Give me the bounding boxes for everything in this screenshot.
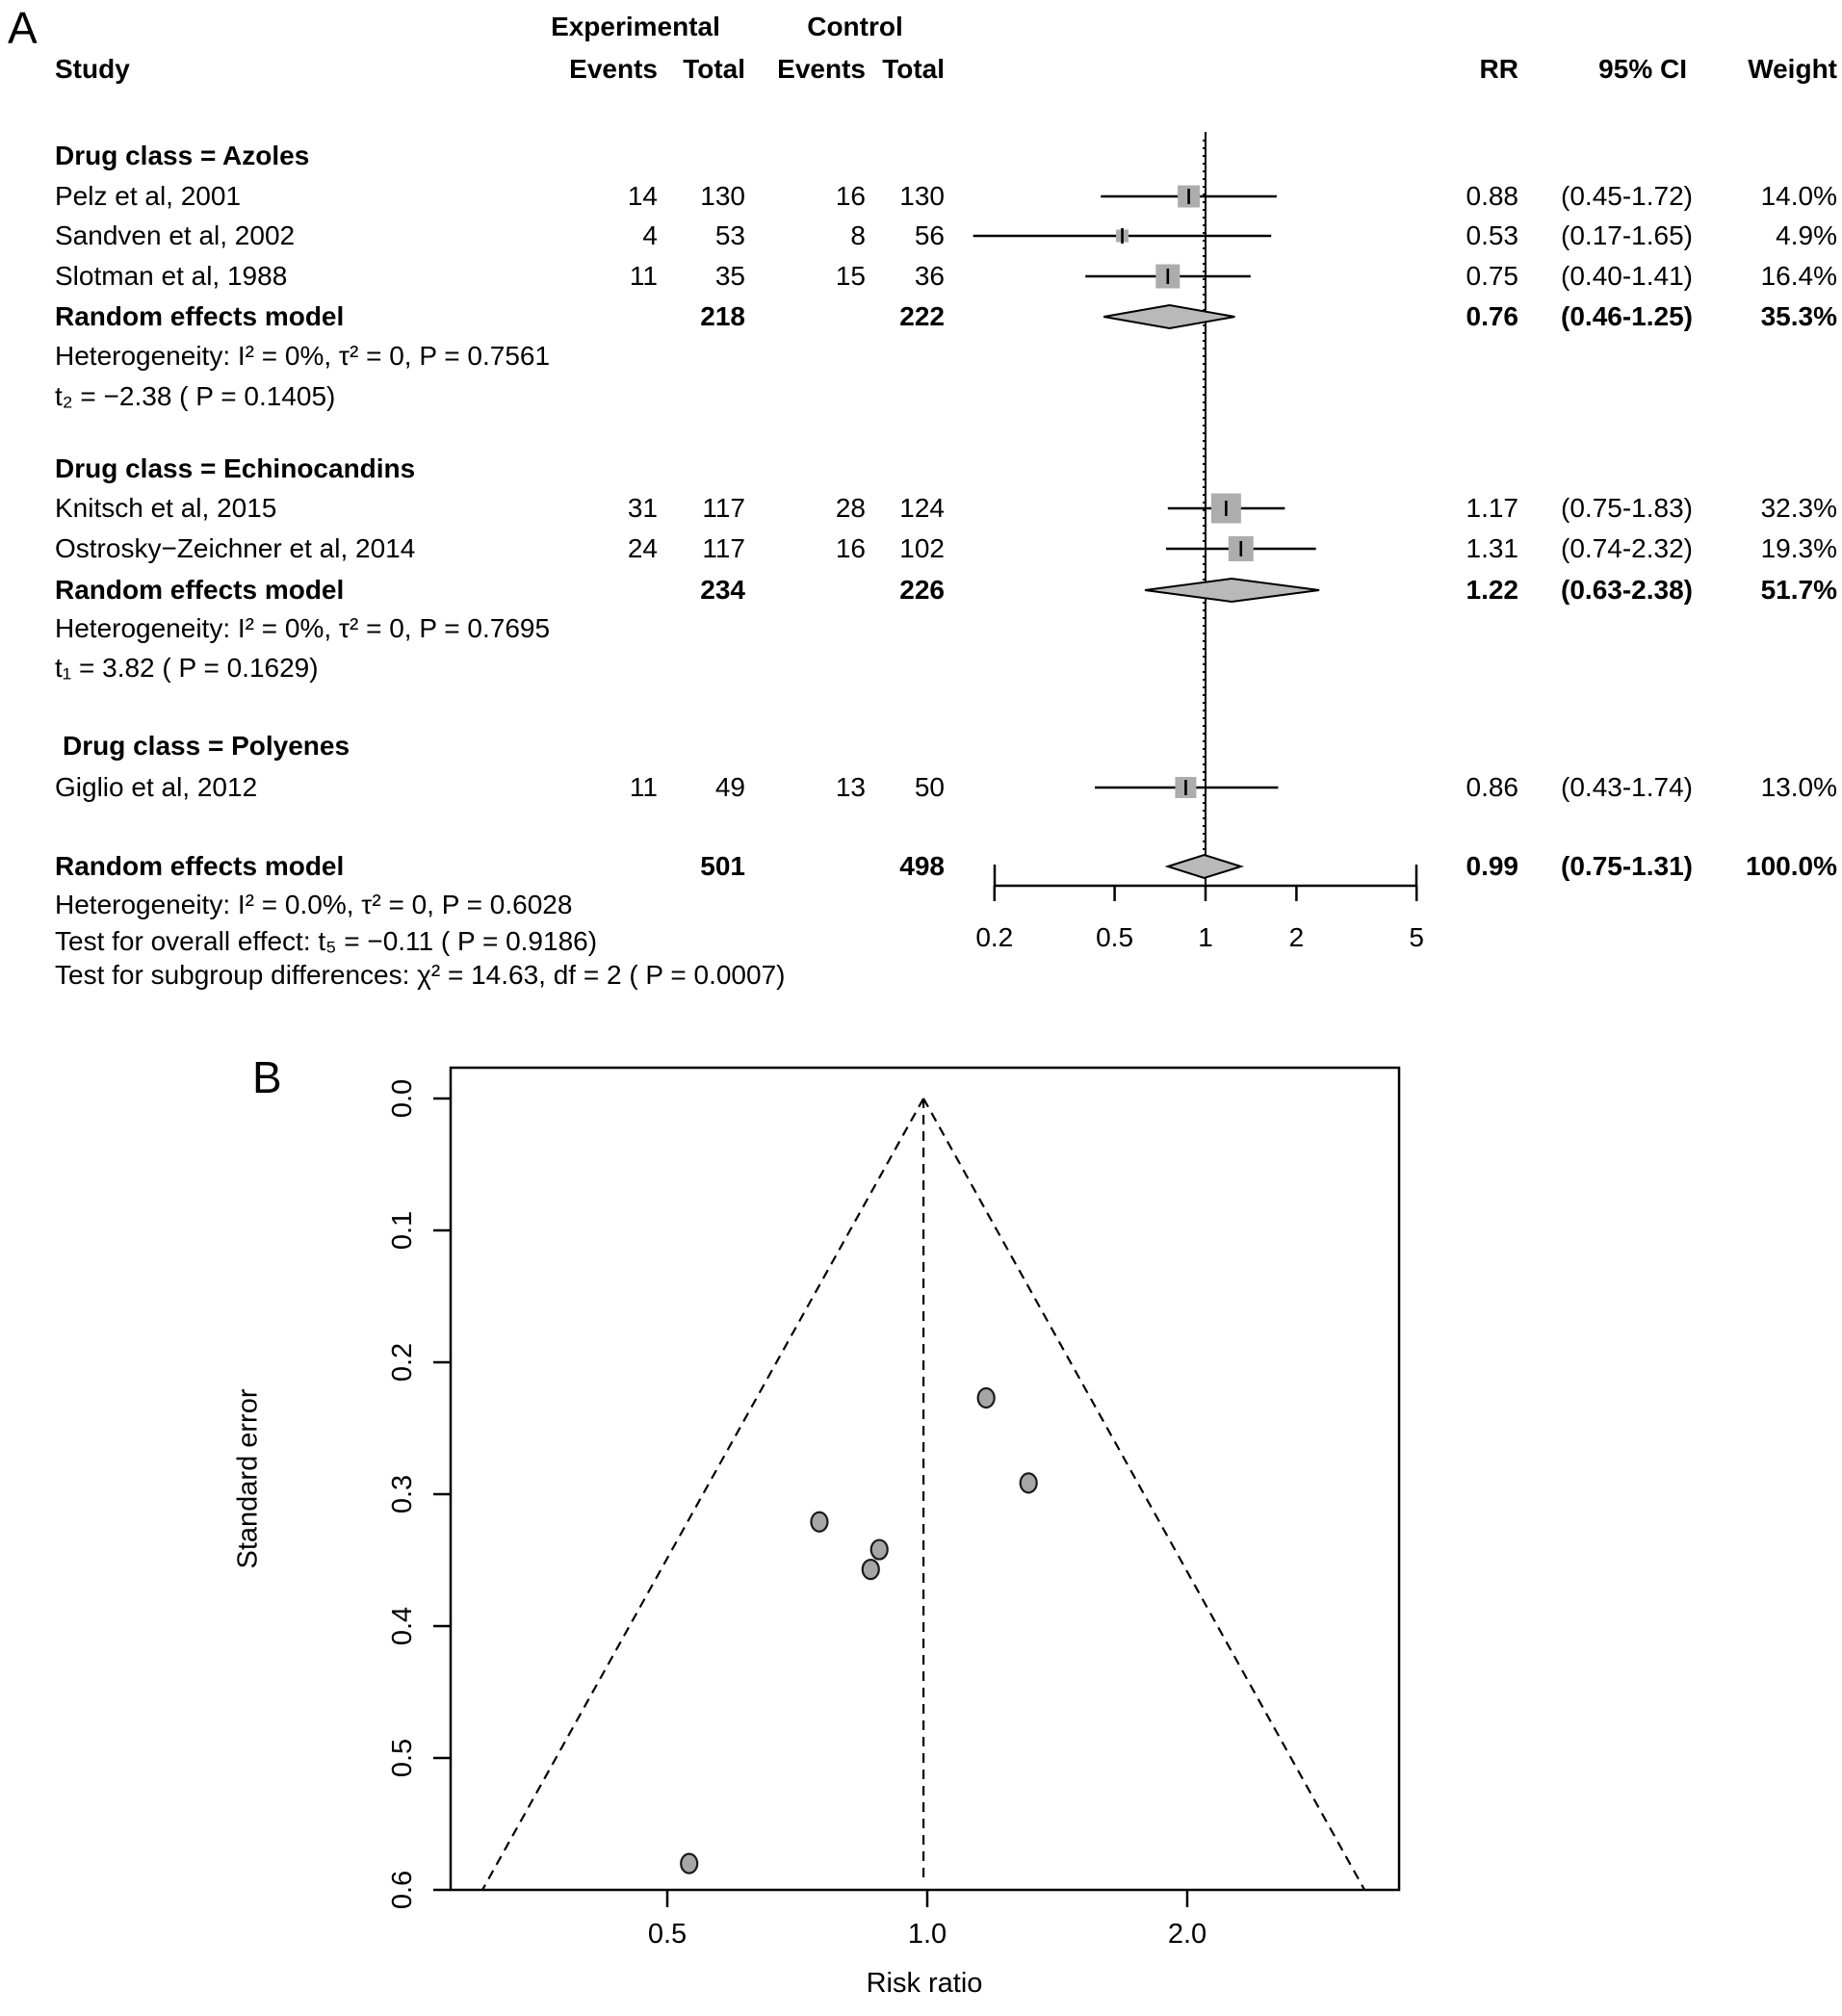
funnel-y-tick-label: 0.5 [387, 1738, 418, 1778]
total-exp-value: 234 [700, 575, 745, 605]
ci-value: (0.45-1.72) [1561, 181, 1693, 211]
funnel-point [871, 1540, 888, 1560]
events-ctrl-value: 8 [850, 220, 866, 250]
row-label: Test for subgroup differences: χ² = 14.63, df = 2 ( P = 0.0007) [55, 960, 786, 990]
total-exp-value: 117 [702, 493, 745, 523]
total-ctrl-value: 102 [899, 533, 945, 563]
axis-tick-label: 1 [1198, 922, 1213, 952]
total-ctrl-value: 36 [914, 261, 945, 291]
row-label: Slotman et al, 1988 [55, 261, 288, 291]
panel-a-label: A [8, 3, 38, 53]
column-header-events-ctrl: Events [777, 54, 866, 84]
rr-value: 1.17 [1466, 493, 1518, 523]
funnel-point [978, 1388, 995, 1408]
row-label: Random effects model [55, 301, 345, 331]
events-exp-value: 11 [629, 261, 658, 291]
funnel-point [811, 1512, 827, 1532]
forest-row-note [0, 381, 1842, 412]
forest-row-study [0, 261, 1842, 292]
weight-value: 4.9% [1776, 220, 1837, 250]
total-exp-value: 218 [700, 301, 745, 331]
column-header-ci: 95% CI [1598, 54, 1687, 84]
total-exp-value: 501 [700, 851, 745, 881]
events-ctrl-value: 16 [835, 181, 866, 211]
total-exp-value: 35 [714, 261, 745, 291]
events-exp-value: 4 [642, 220, 658, 250]
events-exp-value: 31 [627, 493, 658, 523]
events-exp-value: 11 [629, 772, 658, 802]
ci-value: (0.40-1.41) [1561, 261, 1693, 291]
forest-row-study [0, 493, 1842, 524]
funnel-y-tick-label: 0.2 [387, 1342, 418, 1383]
row-label: Random effects model [55, 851, 345, 881]
weight-value: 51.7% [1760, 575, 1837, 605]
column-header-total-exp: Total [683, 54, 745, 84]
total-exp-value: 49 [714, 772, 745, 802]
total-exp-value: 130 [700, 181, 745, 211]
forest-row-summary [0, 575, 1842, 606]
forest-row-summary [0, 301, 1842, 332]
row-label: t₂ = −2.38 ( P = 0.1405) [55, 381, 336, 411]
total-ctrl-value: 130 [899, 181, 945, 211]
forest-row-note [0, 653, 1842, 684]
rr-value: 0.99 [1466, 851, 1518, 881]
weight-value: 16.4% [1760, 261, 1837, 291]
row-label: Heterogeneity: I² = 0.0%, τ² = 0, P = 0.6028 [55, 890, 573, 919]
row-label: Giglio et al, 2012 [55, 772, 258, 802]
rr-value: 1.22 [1466, 575, 1518, 605]
row-label: Heterogeneity: I² = 0%, τ² = 0, P = 0.7695 [55, 613, 551, 643]
funnel-x-tick-label: 0.5 [647, 1919, 688, 1950]
forest-row-study [0, 533, 1842, 564]
column-header-rr: RR [1479, 54, 1518, 84]
funnel-point [863, 1560, 879, 1579]
row-label: t₁ = 3.82 ( P = 0.1629) [55, 653, 319, 683]
funnel-y-tick-label: 0.3 [387, 1474, 418, 1514]
column-header-total-ctrl: Total [882, 54, 945, 84]
forest-row-note [0, 341, 1842, 372]
events-ctrl-value: 13 [835, 772, 866, 802]
events-exp-value: 14 [627, 181, 658, 211]
row-label: Random effects model [55, 575, 345, 605]
column-header-events-exp: Events [569, 54, 658, 84]
forest-row-subgroup [0, 453, 1842, 484]
funnel-y-tick-label: 0.1 [387, 1210, 418, 1251]
axis-tick-label: 5 [1409, 922, 1424, 952]
axis-tick-label: 0.5 [1096, 922, 1134, 952]
events-ctrl-value: 15 [835, 261, 866, 291]
funnel-x-axis-label: Risk ratio [866, 1968, 983, 1999]
weight-value: 35.3% [1760, 301, 1837, 331]
row-label: Drug class = Polyenes [63, 731, 350, 761]
rr-value: 0.76 [1466, 301, 1518, 331]
axis-tick-label: 0.2 [975, 922, 1014, 952]
total-exp-value: 117 [702, 533, 745, 563]
weight-value: 19.3% [1760, 533, 1837, 563]
total-exp-value: 53 [714, 220, 745, 250]
forest-row-summary [0, 851, 1842, 882]
events-ctrl-value: 16 [835, 533, 866, 563]
funnel-point [1021, 1473, 1037, 1492]
events-ctrl-value: 28 [835, 493, 866, 523]
total-ctrl-value: 56 [914, 220, 945, 250]
row-label: Drug class = Azoles [55, 141, 310, 170]
ci-value: (0.17-1.65) [1561, 220, 1693, 250]
weight-value: 100.0% [1746, 851, 1837, 881]
weight-value: 13.0% [1760, 772, 1837, 802]
funnel-y-tick-label: 0.6 [387, 1870, 418, 1910]
forest-row-study [0, 220, 1842, 251]
rr-value: 0.53 [1466, 220, 1518, 250]
forest-row-note [0, 613, 1842, 644]
column-header-experimental: Experimental [551, 12, 720, 41]
funnel-y-axis-label: Standard error [232, 1388, 264, 1569]
column-header-study: Study [55, 54, 130, 84]
row-label: Knitsch et al, 2015 [55, 493, 277, 523]
column-header-weight: Weight [1748, 54, 1837, 84]
panel-b-label: B [252, 1052, 282, 1102]
axis-tick-label: 2 [1288, 922, 1305, 952]
forest-row-subgroup [0, 141, 1842, 171]
row-label: Heterogeneity: I² = 0%, τ² = 0, P = 0.7561 [55, 341, 551, 371]
forest-row-study [0, 772, 1842, 803]
funnel-x-tick-label: 2.0 [1167, 1919, 1207, 1950]
rr-value: 0.88 [1466, 181, 1518, 211]
funnel-left-boundary [482, 1098, 923, 1890]
funnel-x-tick-label: 1.0 [907, 1919, 947, 1950]
forest-row-subgroup [0, 731, 1842, 762]
row-label: Sandven et al, 2002 [55, 220, 296, 250]
weight-value: 14.0% [1760, 181, 1837, 211]
forest-row-study [0, 181, 1842, 212]
row-label: Drug class = Echinocandins [55, 453, 416, 483]
ci-value: (0.43-1.74) [1561, 772, 1693, 802]
rr-value: 0.86 [1466, 772, 1518, 802]
ci-value: (0.75-1.31) [1561, 851, 1693, 881]
rr-value: 1.31 [1466, 533, 1518, 563]
forest-row-note [0, 890, 1842, 920]
row-label: Test for overall effect: t₅ = −0.11 ( P = 0.9186) [55, 926, 598, 956]
row-label: Ostrosky−Zeichner et al, 2014 [55, 533, 416, 563]
ci-value: (0.46-1.25) [1561, 301, 1693, 331]
rr-value: 0.75 [1466, 261, 1518, 291]
column-header-control: Control [807, 12, 903, 41]
funnel-point [681, 1854, 697, 1874]
forest-row-note [0, 960, 1842, 991]
funnel-y-tick-label: 0.0 [387, 1078, 418, 1119]
funnel-frame [451, 1068, 1399, 1890]
funnel-y-tick-label: 0.4 [387, 1606, 418, 1646]
total-ctrl-value: 498 [899, 851, 945, 881]
forest-row-note [0, 926, 1842, 957]
ci-value: (0.63-2.38) [1561, 575, 1693, 605]
total-ctrl-value: 226 [899, 575, 945, 605]
total-ctrl-value: 222 [899, 301, 945, 331]
funnel-right-boundary [923, 1098, 1364, 1890]
total-ctrl-value: 50 [914, 772, 945, 802]
row-label: Pelz et al, 2001 [55, 181, 242, 211]
ci-value: (0.75-1.83) [1561, 493, 1693, 523]
ci-value: (0.74-2.32) [1561, 533, 1693, 563]
weight-value: 32.3% [1760, 493, 1837, 523]
total-ctrl-value: 124 [899, 493, 945, 523]
events-exp-value: 24 [627, 533, 658, 563]
